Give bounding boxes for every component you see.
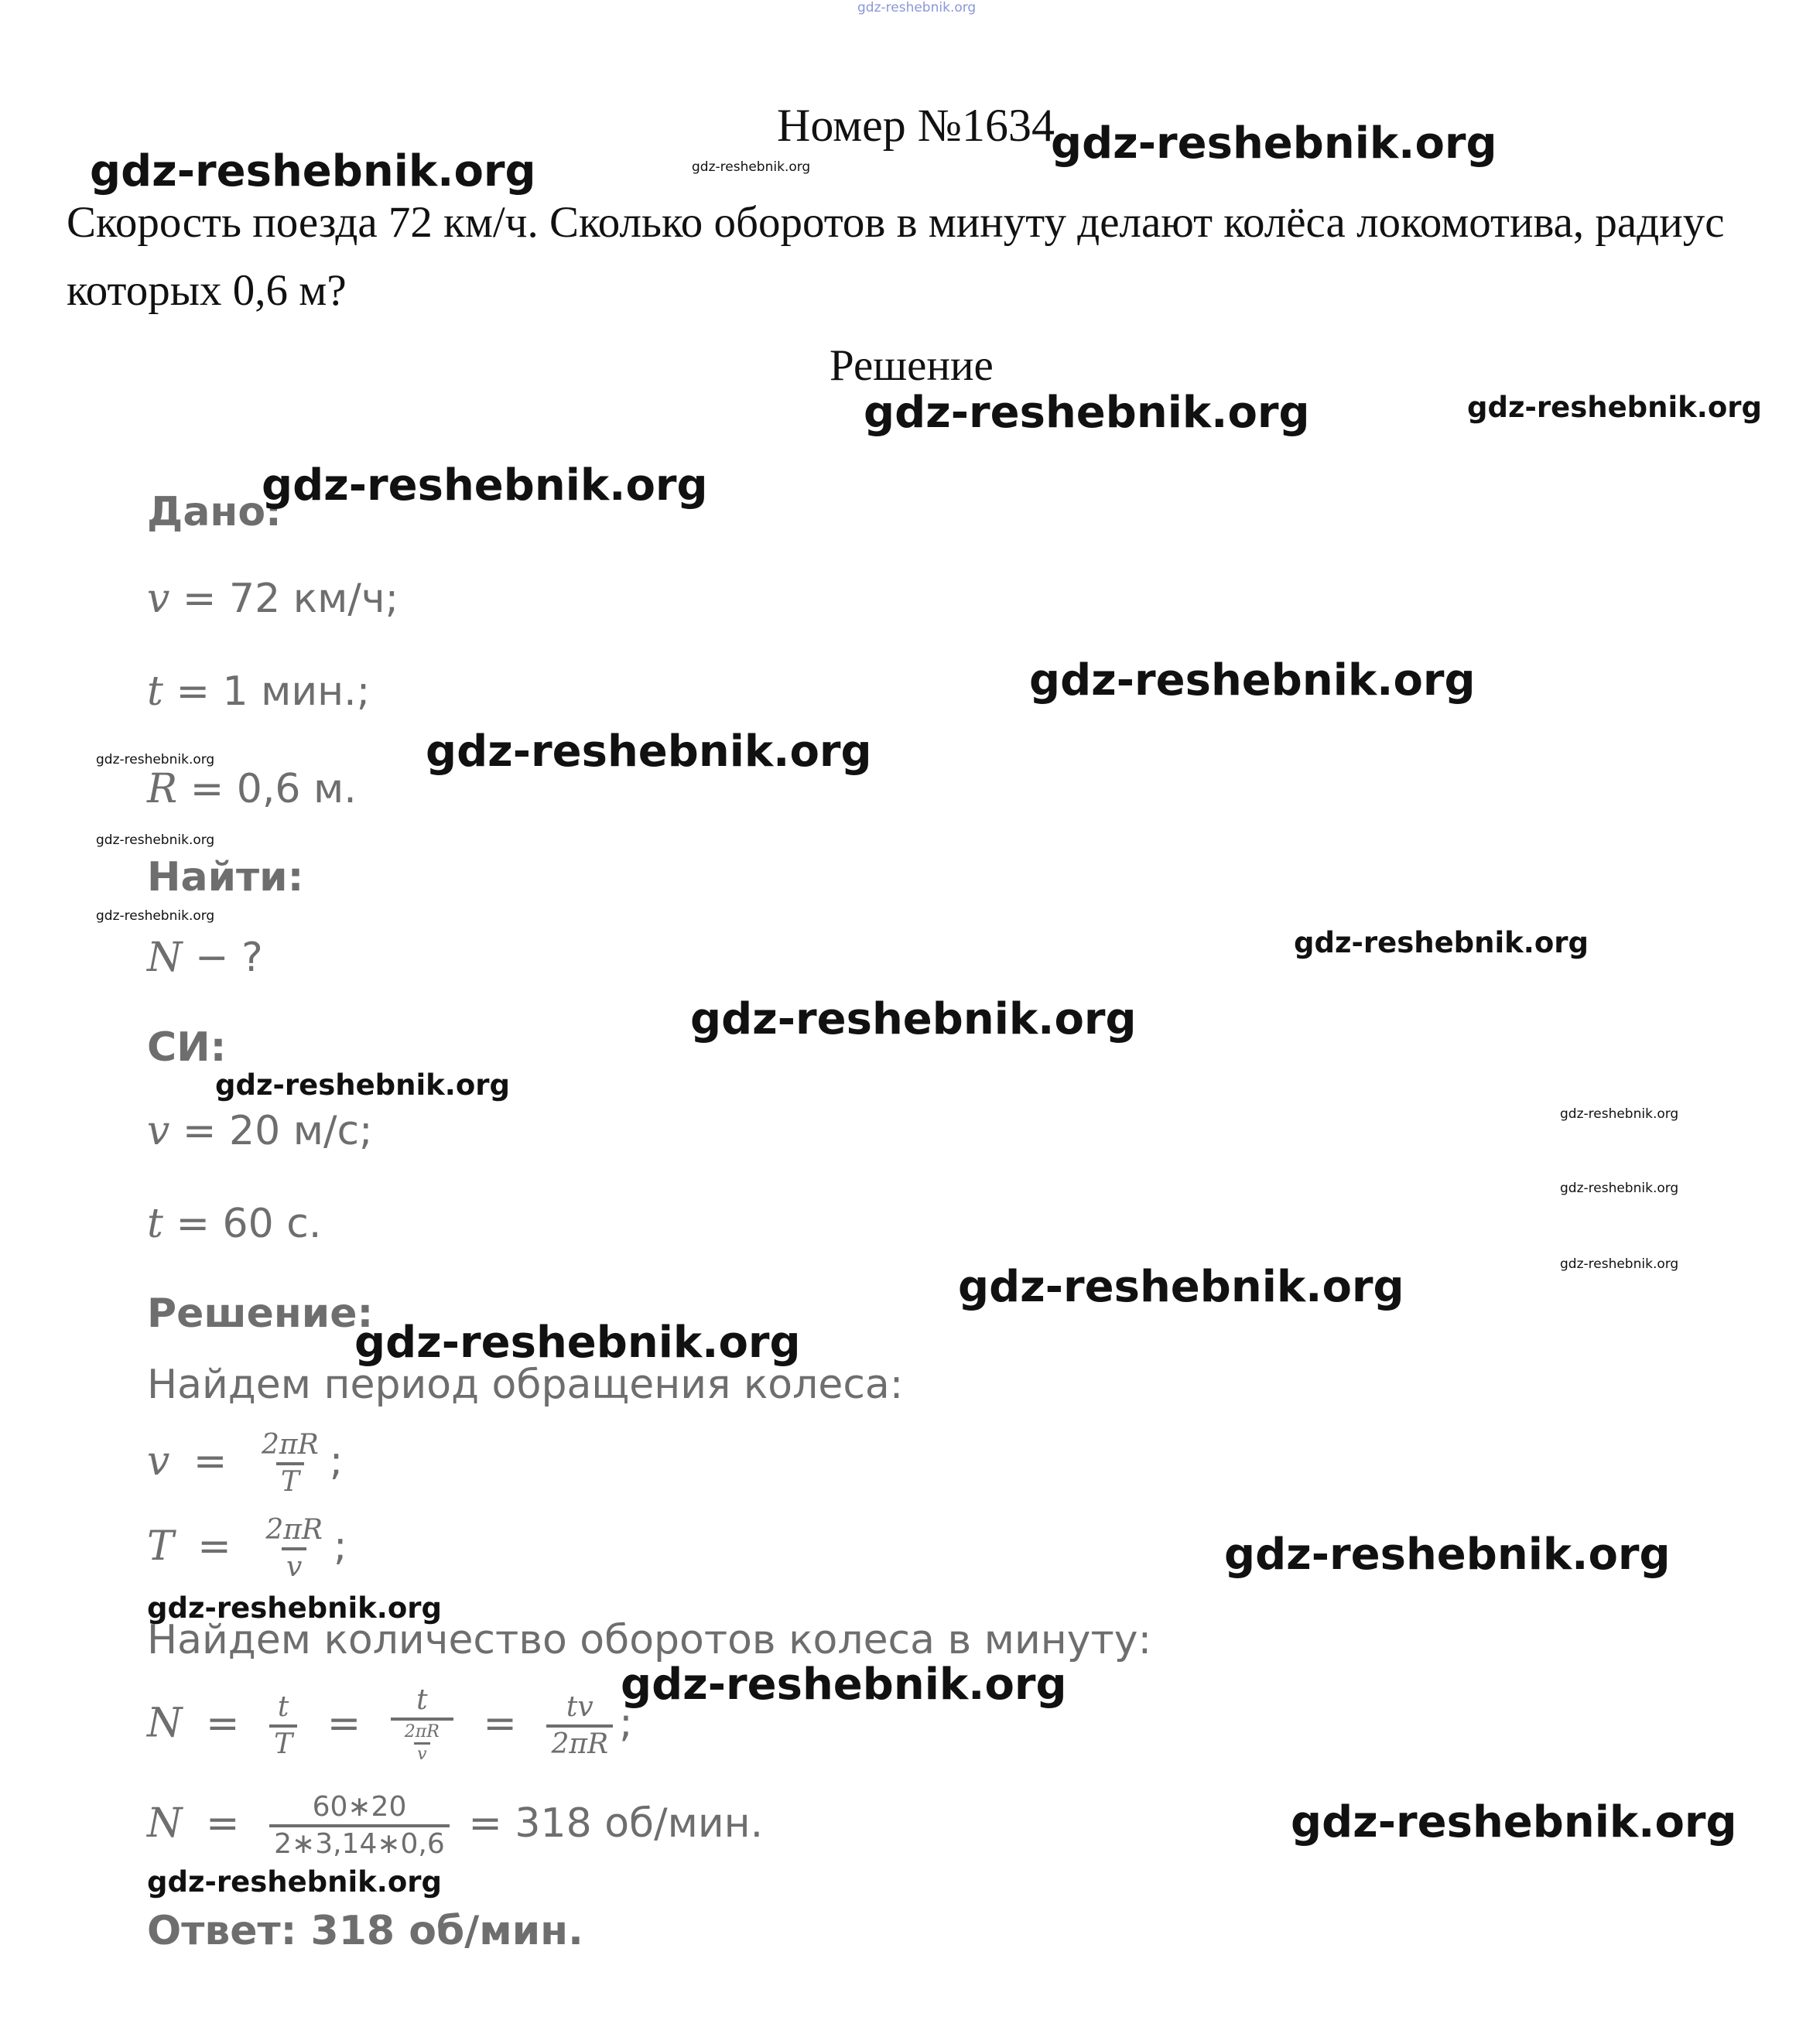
formula-rev-eq2: =: [327, 1700, 361, 1747]
formula-rev-lhs: N: [147, 1700, 183, 1747]
watermark: gdz-reshebnik.org: [147, 1591, 442, 1625]
find-label: Найти:: [147, 854, 304, 901]
formula-rev-fraction-1: [269, 1690, 297, 1760]
watermark: gdz-reshebnik.org: [1224, 1530, 1671, 1580]
formula-result-fraction: [269, 1793, 450, 1858]
si-time: [147, 1201, 322, 1247]
watermark: gdz-reshebnik.org: [96, 908, 215, 924]
si-time-value: = 60 с.: [176, 1201, 322, 1247]
formula-period-fraction: [261, 1516, 327, 1581]
given-speed: [147, 576, 399, 622]
page-title: Номер №1634: [777, 100, 1055, 151]
watermark: gdz-reshebnik.org: [1467, 391, 1762, 424]
watermark: gdz-reshebnik.org: [1560, 1106, 1679, 1122]
given-radius: [147, 766, 357, 812]
formula-speed-eq: =: [193, 1438, 227, 1485]
given-speed-value: = 72 км/ч;: [182, 576, 399, 622]
find-value: [147, 935, 263, 981]
watermark: gdz-reshebnik.org: [864, 388, 1310, 438]
watermark: gdz-reshebnik.org: [958, 1262, 1404, 1312]
formula-result: [147, 1793, 763, 1858]
answer: Ответ: 318 об/мин.: [147, 1908, 583, 1954]
watermark: gdz-reshebnik.org: [690, 994, 1137, 1044]
formula-rev-eq1: =: [206, 1700, 240, 1747]
watermark: gdz-reshebnik.org: [354, 1318, 801, 1368]
si-label: СИ:: [147, 1024, 227, 1071]
watermark: gdz-reshebnik.org: [1560, 1181, 1679, 1196]
given-time-var: t: [147, 668, 163, 715]
formula-rev-end: ;: [619, 1700, 633, 1747]
find-var: N: [147, 935, 183, 981]
formula-period-eq: =: [197, 1523, 231, 1570]
step1-text: Найдем период обращения колеса:: [147, 1362, 904, 1408]
given-time: [147, 668, 371, 715]
formula-rev-eq3: =: [483, 1700, 517, 1747]
formula-period: [147, 1516, 347, 1581]
watermark: gdz-reshebnik.org: [1029, 655, 1476, 706]
formula-speed: [147, 1431, 343, 1496]
formula-rev-f1-num: t: [277, 1690, 289, 1723]
watermark: gdz-reshebnik.org: [147, 1865, 442, 1899]
watermark: gdz-reshebnik.org: [692, 159, 811, 175]
formula-speed-end: ;: [329, 1438, 344, 1485]
solution-label: Решение:: [147, 1290, 374, 1337]
formula-period-num: 2πR: [265, 1514, 323, 1546]
watermark: gdz-reshebnik.org: [857, 0, 977, 15]
watermark: gdz-reshebnik.org: [1560, 1256, 1679, 1272]
formula-speed-num: 2πR: [262, 1429, 319, 1461]
formula-rev-f2-num: t: [416, 1684, 428, 1716]
formula-rev-f2-den: [391, 1718, 453, 1765]
watermark: gdz-reshebnik.org: [621, 1659, 1067, 1710]
problem-text: Скорость поезда 72 км/ч. Сколько оборотов в минуту делают колёса локомотива, радиус которых 0,6 м?: [67, 198, 1725, 315]
find-text: − ?: [195, 935, 263, 981]
given-label: Дано:: [147, 489, 282, 535]
formula-rev-fraction-2: [391, 1684, 453, 1765]
formula-result-lhs: N: [147, 1800, 183, 1847]
formula-period-lhs: T: [147, 1523, 174, 1570]
step2-text: Найдем количество оборотов колеса в минуту:: [147, 1617, 1152, 1663]
si-speed: [147, 1108, 373, 1154]
formula-period-end: ;: [334, 1523, 347, 1570]
formula-rev-f1-den: T: [269, 1724, 297, 1759]
watermark: gdz-reshebnik.org: [96, 832, 215, 848]
formula-speed-den: T: [276, 1462, 304, 1496]
given-time-value: = 1 мин.;: [176, 668, 371, 715]
given-radius-value: = 0,6 м.: [190, 766, 357, 812]
watermark: gdz-reshebnik.org: [90, 146, 536, 197]
formula-rev-f3-num: tv: [566, 1690, 594, 1723]
si-speed-var: v: [147, 1108, 170, 1154]
formula-rev-f3-den: 2πR: [546, 1724, 613, 1759]
watermark: gdz-reshebnik.org: [1291, 1797, 1737, 1847]
given-radius-var: R: [147, 766, 178, 812]
formula-rev-fraction-3: [546, 1690, 613, 1760]
watermark: gdz-reshebnik.org: [215, 1068, 510, 1102]
si-speed-value: = 20 м/с;: [182, 1108, 373, 1154]
formula-result-den: 2∗3,14∗0,6: [269, 1824, 450, 1858]
watermark: gdz-reshebnik.org: [1294, 926, 1589, 959]
formula-rev-f2-den-den: v: [414, 1742, 429, 1765]
formula-speed-fraction: [257, 1431, 323, 1496]
formula-result-value: = 318 об/мин.: [468, 1800, 764, 1847]
formula-speed-lhs: v: [147, 1438, 170, 1485]
watermark: gdz-reshebnik.org: [262, 460, 708, 511]
formula-rev-f2-nested: [402, 1724, 443, 1765]
formula-period-den: v: [282, 1547, 306, 1581]
formula-result-eq: =: [206, 1800, 240, 1847]
formula-rev-f2-den-num: 2πR: [404, 1722, 440, 1742]
watermark: gdz-reshebnik.org: [1051, 118, 1497, 169]
formula-revolutions: [147, 1684, 633, 1765]
formula-result-num: 60∗20: [312, 1791, 407, 1823]
watermark: gdz-reshebnik.org: [426, 726, 872, 777]
solution-heading: Решение: [830, 341, 994, 390]
watermark: gdz-reshebnik.org: [96, 752, 215, 767]
given-speed-var: v: [147, 576, 170, 622]
si-time-var: t: [147, 1201, 163, 1247]
